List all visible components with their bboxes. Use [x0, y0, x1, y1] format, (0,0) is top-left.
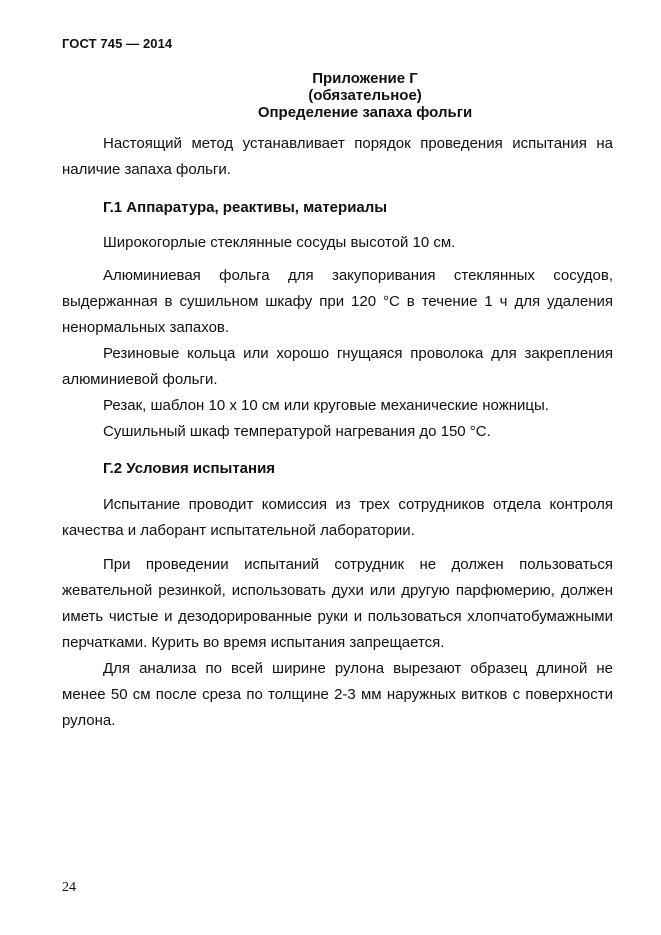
intro-paragraph: Настоящий метод устанавливает порядок проведения испытания на наличие запаха фольги.: [62, 135, 613, 178]
section1-item: Сушильный шкаф температурой нагревания до 150 °С.: [103, 423, 491, 440]
intro-block: [62, 131, 613, 183]
appendix-title: Приложение Г: [312, 70, 418, 87]
section2-paragraph: Испытание проводит комиссия из трех сотрудников отдела контроля качества и лаборант испытательной лаборатории.: [62, 496, 613, 539]
section1-items-block: [62, 263, 613, 445]
section1-block: [62, 195, 613, 221]
section1-heading: Г.1 Аппаратура, реактивы, материалы: [103, 199, 388, 216]
section1-item: Широкогорлые стеклянные сосуды высотой 10 см.: [103, 234, 456, 251]
appendix-heading: [230, 70, 500, 121]
section1-item: Резиновые кольца или хорошо гнущаяся проволока для закрепления алюминиевой фольги.: [62, 345, 613, 388]
page-number: 24: [62, 880, 76, 895]
section2-para-rest-block: [62, 552, 613, 734]
section2-paragraph: При проведении испытаний сотрудник не должен пользоваться жевательной резинкой, использовать духи или другую парфюмерию, должен иметь чистые и дезодорированные руки и пользоваться хлопчатобумажными перчатками. Курить во время испытания запрещается.: [62, 556, 613, 651]
section1-item-1-block: [62, 230, 613, 256]
section2-para-1-block: [62, 492, 613, 544]
section2-heading: Г.2 Условия испытания: [103, 460, 276, 477]
appendix-status: (обязательное): [308, 87, 422, 104]
section1-item: Алюминиевая фольга для закупоривания стеклянных сосудов, выдержанная в сушильном шкафу при 120 °С в течение 1 ч для удаления ненормальных запахов.: [62, 267, 613, 336]
section1-item: Резак, шаблон 10 х 10 см или круговые механические ножницы.: [103, 397, 549, 414]
section2-block: [62, 456, 613, 482]
section2-paragraph: Для анализа по всей ширине рулона вырезают образец длиной не менее 50 см после среза по толщине 2-3 мм наружных витков с поверхности рулона.: [62, 660, 613, 729]
appendix-name: Определение запаха фольги: [257, 104, 473, 121]
document-code: ГОСТ 745 — 2014: [62, 36, 173, 51]
